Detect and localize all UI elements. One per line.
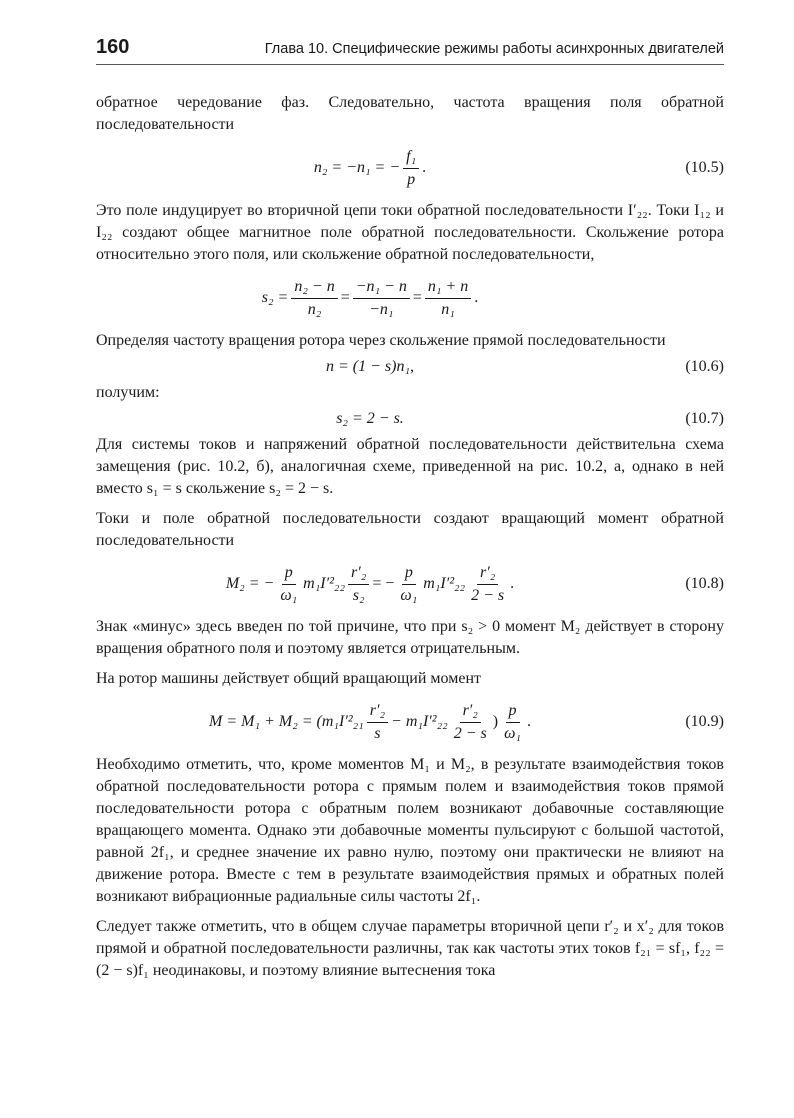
fraction (353, 278, 410, 319)
equation-text: n = (1 − s)n₁, (325, 358, 415, 375)
fraction-numerator: r′₂ (348, 564, 369, 585)
paragraph: Это поле индуцирует во вторичной цепи токи обратной последовательности I′₂₂. Токи I₁₂ и I₂₂ создают общее магнитное поле обратной последовательности. Скольжение ротора относительно этого поля, или скольжение обратной последовательности, (96, 202, 724, 263)
equation-tail: . (422, 159, 427, 176)
fraction (367, 702, 388, 743)
fraction-numerator: r′₂ (460, 702, 481, 723)
fraction (397, 564, 420, 605)
equation-term: − m₁I′²₂₂ (391, 713, 448, 730)
equation-10-6 (96, 352, 724, 382)
closing-paren: ) (492, 713, 499, 730)
page-number: 160 (96, 36, 130, 58)
fraction-denominator: 2 − s (453, 724, 487, 742)
paragraph: Следует также отметить, что в общем случае параметры вторичной цепи r′₂ и x′₂ для токов прямой и обратной последовательности различны, так как частоты этих токов f₂₁ = sf₁, f₂₂ = (2 − s)f₁ неодинаковы, и поэтому влияние вытеснения тока (96, 918, 724, 979)
equation-lhs: n₂ = −n₁ = − (313, 159, 401, 176)
fraction-numerator: p (506, 702, 520, 723)
paragraph: На ротор машины действует общий вращающий момент (96, 670, 481, 687)
fraction (468, 564, 507, 605)
fraction-denominator: s₂ (352, 586, 365, 604)
equation-text: s₂ = 2 − s. (336, 410, 404, 427)
page-body (96, 92, 724, 982)
equation-tail: . (474, 289, 479, 306)
fraction-denominator: p (407, 170, 416, 188)
equation-number: (10.6) (685, 358, 724, 375)
equation-10-9 (96, 690, 724, 754)
fraction-numerator: r′₂ (367, 702, 388, 723)
equation-number: (10.5) (685, 159, 724, 176)
fraction-denominator: 2 − s (471, 586, 505, 604)
paragraph: Определяя частоту вращения ротора через скольжение прямой последовательности (96, 332, 666, 349)
equation-number: (10.9) (685, 713, 724, 730)
fraction (425, 278, 471, 319)
equation-10-5 (96, 136, 724, 200)
fraction-numerator: p (282, 564, 296, 585)
equals-sign: = (412, 289, 422, 306)
fraction-denominator: n₁ (441, 300, 455, 318)
fraction (451, 702, 490, 743)
equation-10-8 (96, 552, 724, 616)
fraction (277, 564, 300, 605)
paragraph: Необходимо отметить, что, кроме моментов M₁ и M₂, в результате взаимодействия токов обратной последовательности ротора с прямым полем и взаимодействия токов прямой последовательности ротора с обратным полем возникают добавочные составляющие вращающего момента. Однако эти добавочные моменты пульсируют с большой частотой, равной 2f₁, и среднее значение их равно нулю, поэтому они практически не влияют на движение ротора. Вместе с тем в результате взаимодействия прямых и обратных полей возникают вибрационные радиальные силы частоты 2f₁. (96, 756, 724, 905)
paragraph: получим: (96, 384, 160, 401)
paragraph: Токи и поле обратной последовательности создают вращающий момент обратной последовательности (96, 510, 724, 549)
fraction-numerator: f₁ (403, 148, 419, 169)
paragraph: обратное чередование фаз. Следовательно, частота вращения поля обратной последовательности (96, 94, 724, 133)
equation-lhs: M = M₁ + M₂ = (m₁I′²₂₁ (209, 713, 364, 730)
equation-lhs: M₂ = − (225, 575, 275, 592)
fraction-denominator: n₂ (307, 300, 322, 318)
fraction-numerator: n₁ + n (425, 278, 471, 299)
page-header (96, 34, 724, 65)
equation-tail: . (526, 713, 531, 730)
fraction-denominator: s (374, 724, 381, 742)
fraction (348, 564, 369, 605)
fraction (501, 702, 524, 743)
paragraph: Для системы токов и напряжений обратной последовательности действительна схема замещения (рис. 10.2, б), аналогичная схеме, приведенной на рис. 10.2, а, однако в ней вместо s₁ = s скольжение s₂ = 2 − s. (96, 436, 724, 497)
fraction-denominator: ω₁ (504, 724, 521, 742)
fraction-denominator: ω₁ (280, 586, 298, 604)
fraction-numerator: r′₂ (477, 564, 498, 585)
equation-lhs: s₂ = (261, 289, 289, 306)
equation-10-7 (96, 404, 724, 434)
equation-term: m₁I′²₂₂ (303, 575, 346, 592)
equals-sign: = (340, 289, 350, 306)
fraction (403, 148, 419, 189)
equation-tail: . (510, 575, 515, 592)
equation-number: (10.7) (685, 410, 724, 427)
fraction-denominator: ω₁ (400, 586, 418, 604)
equation-number: (10.8) (685, 575, 724, 592)
running-head: Глава 10. Специфические режимы работы асинхронных двигателей (264, 41, 724, 57)
fraction-denominator: −n₁ (369, 300, 394, 318)
paragraph: Знак «минус» здесь введен по той причине, что при s₂ > 0 момент M₂ действует в сторону вращения обратного поля и поэтому является отрицательным. (96, 618, 724, 657)
equals-sign: = − (372, 575, 395, 592)
equation-term: m₁I′²₂₂ (423, 575, 466, 592)
fraction-numerator: n₂ − n (291, 278, 337, 299)
fraction-numerator: −n₁ − n (353, 278, 410, 299)
fraction (291, 278, 337, 319)
equation-s2 (96, 266, 724, 330)
fraction-numerator: p (402, 564, 416, 585)
